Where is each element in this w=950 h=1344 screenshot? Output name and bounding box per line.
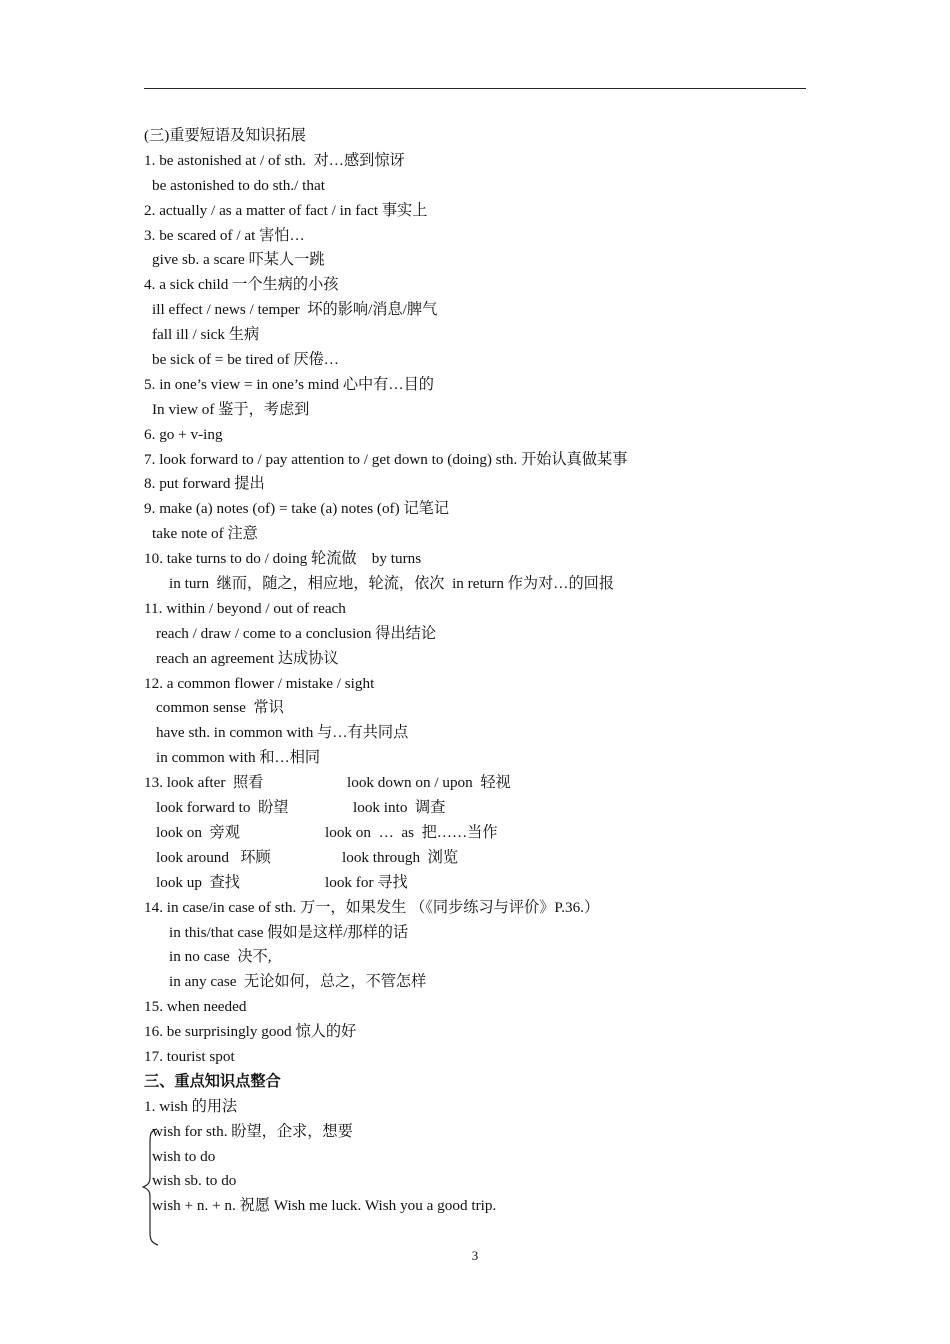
line-text: 3. be scared of / at 害怕… [144, 226, 305, 244]
line-text: 1. be astonished at / of sth. 对…感到惊讶 [144, 151, 405, 169]
line-text: 7. look forward to / pay attention to / get down to (doing) sth. 开始认真做某事 [144, 450, 628, 468]
line-text: 14. in case/in case of sth. 万一，如果发生 （《同步练习与评价》P.36.） [144, 898, 600, 916]
line-text: reach an agreement 达成协议 [156, 649, 339, 667]
line-text: reach / draw / come to a conclusion 得出结论 [156, 624, 437, 642]
text-line [144, 472, 806, 497]
line-text: In view of 鉴于，考虑到 [152, 400, 310, 418]
line-text: 13. look after 照看 [144, 774, 264, 792]
line-text: be astonished to do sth./ that [152, 176, 325, 194]
text-line [144, 323, 806, 348]
line-text: 12. a common flower / mistake / sight [144, 674, 375, 692]
line-text: look on 旁观 [156, 823, 240, 841]
text-line [144, 696, 806, 721]
line-text: look around 环顾 [156, 848, 271, 866]
line-text-col2: look on … as 把……当作 [325, 823, 498, 841]
line-text: 16. be surprisingly good 惊人的好 [144, 1023, 357, 1041]
text-line [144, 597, 806, 622]
text-line [144, 522, 806, 547]
text-line [144, 647, 806, 672]
header-rule [144, 88, 806, 89]
text-line [144, 199, 806, 224]
text-line [144, 771, 806, 796]
text-line [144, 995, 806, 1020]
line-text: 15. when needed [144, 998, 247, 1016]
line-text-col2: look for 寻找 [325, 873, 408, 891]
text-line [144, 945, 806, 970]
text-line [144, 224, 806, 249]
line-text: wish to do [152, 1147, 216, 1165]
line-text: 4. a sick child 一个生病的小孩 [144, 276, 339, 294]
line-text: 1. wish 的用法 [144, 1097, 238, 1115]
text-line [144, 149, 806, 174]
section-heading [144, 1070, 806, 1095]
text-line [144, 248, 806, 273]
line-text: (三)重要短语及知识拓展 [144, 127, 306, 144]
line-text: 9. make (a) notes (of) = take (a) notes (of) 记笔记 [144, 500, 450, 518]
text-line [144, 547, 806, 572]
line-text: in any case 无论如何，总之，不管怎样 [169, 973, 427, 991]
line-text: 三、重点知识点整合 [144, 1072, 281, 1090]
text-line [144, 273, 806, 298]
text-line [144, 871, 806, 896]
line-text: in no case 决不, [169, 948, 272, 966]
text-line [144, 970, 806, 995]
line-text: in this/that case 假如是这样/那样的话 [169, 923, 409, 941]
line-text: in turn 继而，随之，相应地，轮流，依次 in return 作为对…的回报 [169, 575, 615, 593]
text-line [144, 746, 806, 771]
text-line [144, 398, 806, 423]
line-text: give sb. a scare 吓某人一跳 [152, 251, 325, 269]
document-body [144, 124, 806, 1219]
text-line [144, 1095, 806, 1120]
text-line [144, 672, 806, 697]
line-text: wish sb. to do [152, 1172, 237, 1190]
line-text: 10. take turns to do / doing 轮流做 by turns [144, 550, 422, 568]
text-line [144, 1169, 806, 1194]
text-line [144, 1120, 806, 1145]
line-text: wish + n. + n. 祝愿 Wish me luck. Wish you a good trip. [152, 1197, 497, 1215]
text-line [144, 174, 806, 199]
line-text-col2: look into 调查 [353, 799, 446, 817]
text-line [144, 448, 806, 473]
line-text: look forward to 盼望 [156, 799, 289, 817]
text-line [144, 896, 806, 921]
text-line [144, 423, 806, 448]
text-line [144, 1194, 806, 1219]
text-line [144, 497, 806, 522]
text-line [144, 921, 806, 946]
text-line [144, 622, 806, 647]
text-line [144, 796, 806, 821]
brace-bracket [141, 1127, 161, 1247]
line-text: 5. in one’s view = in one’s mind 心中有…目的 [144, 375, 434, 393]
line-text-col2: look through 浏览 [342, 848, 459, 866]
line-text: 2. actually / as a matter of fact / in fact 事实上 [144, 201, 428, 219]
page-number: 3 [471, 1248, 479, 1263]
text-line [144, 298, 806, 323]
text-line [144, 348, 806, 373]
line-text: 6. go + v-ing [144, 425, 223, 443]
line-text: wish for sth. 盼望，企求，想要 [152, 1122, 353, 1140]
line-text: 8. put forward 提出 [144, 475, 265, 493]
line-text: have sth. in common with 与…有共同点 [156, 724, 409, 742]
line-text: common sense 常识 [156, 699, 284, 717]
line-text: be sick of = be tired of 厌倦… [152, 351, 339, 369]
text-line [144, 846, 806, 871]
text-line [144, 721, 806, 746]
text-line [144, 124, 806, 149]
text-line [144, 1145, 806, 1170]
line-text: ill effect / news / temper 坏的影响/消息/脾气 [152, 301, 438, 319]
line-text: 11. within / beyond / out of reach [144, 599, 346, 617]
line-text: take note of 注意 [152, 525, 258, 543]
line-text: in common with 和…相同 [156, 749, 321, 767]
line-text: fall ill / sick 生病 [152, 326, 260, 344]
text-line [144, 373, 806, 398]
line-text: 17. tourist spot [144, 1047, 235, 1065]
line-text-col2: look down on / upon 轻视 [347, 774, 511, 792]
text-line [144, 1020, 806, 1045]
text-line [144, 821, 806, 846]
line-text: look up 查找 [156, 873, 240, 891]
text-line [144, 1045, 806, 1070]
text-line [144, 572, 806, 597]
